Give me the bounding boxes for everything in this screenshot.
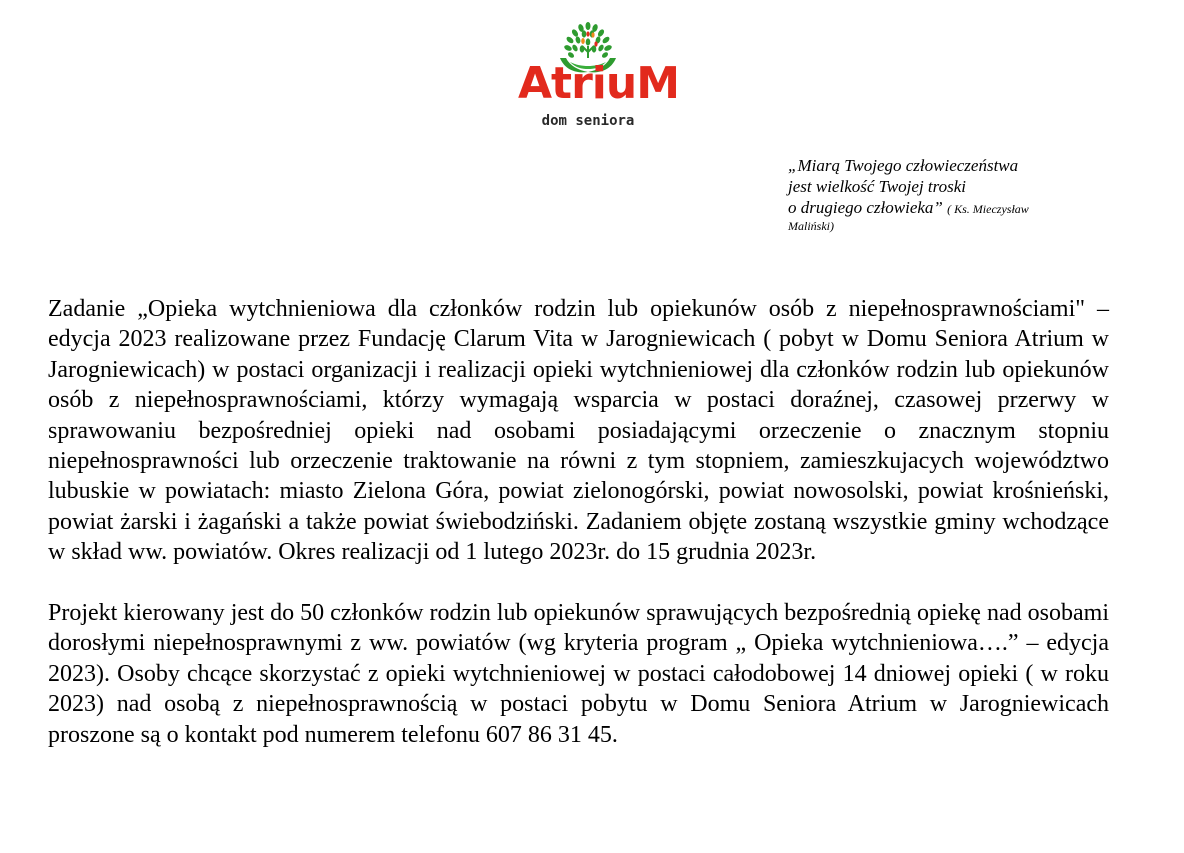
quote-line-1: „Miarą Twojego człowieczeństwa: [788, 156, 1019, 175]
quote-line-2: jest wielkość Twojej troski: [788, 177, 967, 196]
paragraph-task-description: Zadanie „Opieka wytchnieniowa dla członków rodzin lub opiekunów osób z niepełnosprawnościami" – edycja 2023 realizowane przez Fundację Clarum Vita w Jarogniewicach ( pobyt w Domu Seniora Atrium w Jarogniewicach) w postaci organizacji i realizacji opieki wytchnieniowej dla członków rodzin lub opiekunów osób z niepełnosprawnościami, którzy wymagają wsparcia w postaci doraźnej, czasowej przerwy w sprawowaniu bezpośredniej opieki nad osobami posiadającymi orzeczenie o znacznym stopniu niepełnosprawności lub orzeczenie traktowanie na równi z tym stopniem, zamieszkujacych województwo lubuskie w powiatach: miasto Zielona Góra, powiat zielonogórski, powiat nowosolski, powiat krośnieński, powiat żarski i żagański a także powiat świebodziński. Zadaniem objęte zostaną wszystkie gminy wchodzące w skład ww. powiatów. Okres realizacji od 1 lutego 2023r. do 15 grudnia 2023r.: [48, 296, 1109, 566]
logo-subtitle: dom seniora: [541, 113, 635, 129]
paragraph-project-contact: Projekt kierowany jest do 50 członków rodzin lub opiekunów sprawujących bezpośrednią opiekę nad osobami dorosłymi niepełnosprawnymi z ww. powiatów (wg kryteria program „ Opieka wytchnieniowa….” – edycja 2023). Osoby chcące skorzystać z opieki wytchnieniowej w postaci całodobowej 14 dniowej opieki ( w roku 2023) nad osobą z niepełnosprawnością w postaci pobytu w Domu Seniora Atrium w Jarogniewicach proszone są o kontakt pod numerem telefonu 607 86 31 45.: [48, 600, 1109, 748]
quote-author-1: ( Ks. Mieczysław: [947, 202, 1029, 216]
logo: [518, 22, 679, 134]
quote-line-3: o drugiego człowieka”: [788, 198, 943, 217]
quote-line-3-wrap: [788, 197, 1078, 218]
main-content: [48, 294, 1109, 750]
logo-name: AtriuM: [518, 58, 679, 109]
quote-author-2: Maliński): [788, 219, 834, 233]
quote-block: [788, 155, 1078, 234]
